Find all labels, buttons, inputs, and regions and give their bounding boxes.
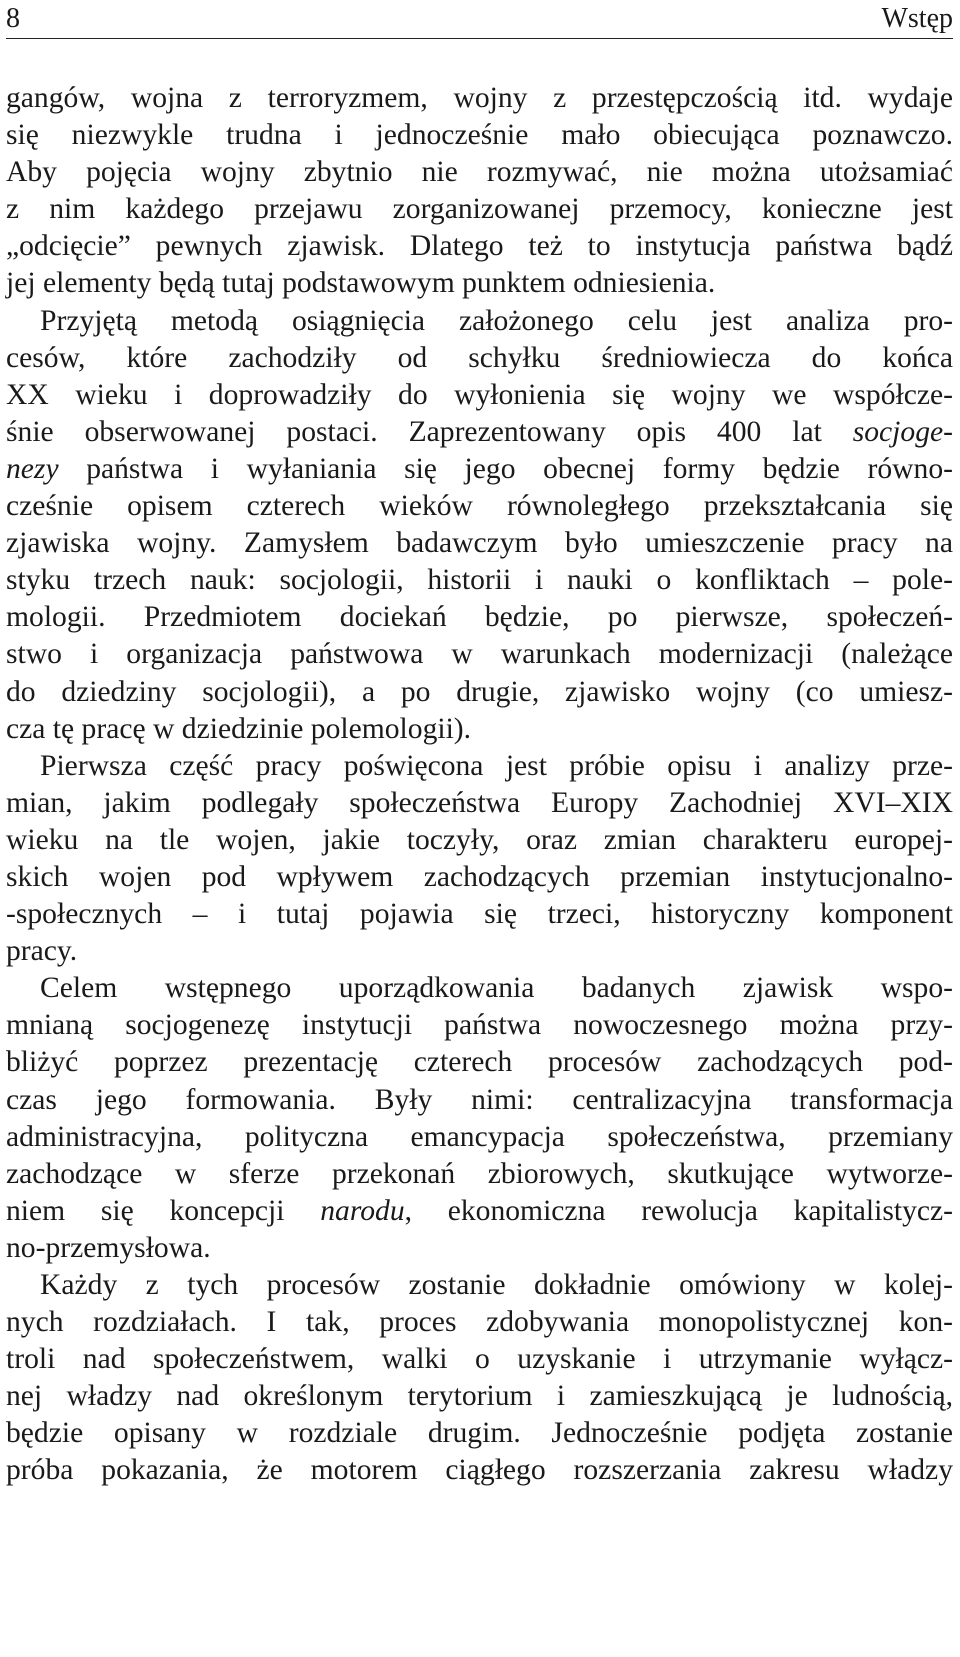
text-segment: śnie obserwowanej postaci. Zaprezentowany opis 400 lat [6,415,853,448]
italic-text: socjoge- [852,415,953,448]
text-segment: będzie opisany w rozdziale drugim. Jednocześnie podjęta zostanie [6,1417,953,1450]
text-segment: Każdy z tych procesów zostanie dokładnie omówiony w kolej- [40,1269,953,1301]
text-line [6,414,953,451]
text-segment: nej władzy nad określonym terytorium i zamieszkującą je ludnością, [6,1380,953,1413]
text-segment: cesów, które zachodziły od schyłku średniowiecza do końca [6,341,953,374]
text-line [6,1156,953,1193]
text-line [6,562,953,599]
text-segment: stwo i organizacja państwowa w warunkach modernizacji (należące [6,638,953,671]
text-segment: skich wojen pod wpływem zachodzących przemian instytucjonalno- [6,860,953,893]
italic-text: nezy [6,452,59,485]
text-segment: Przyjętą metodą osiągnięcia założonego celu jest analiza pro- [40,304,953,337]
text-segment: styku trzech nauk: socjologii, historii i nauki o konfliktach – pole- [6,564,953,597]
text-segment: gangów, wojna z terroryzmem, wojny z przestępczością itd. wydaje [6,82,953,114]
text-line [6,303,953,340]
text-line [6,822,953,859]
text-segment: bliżyć poprzez prezentację czterech procesów zachodzących pod- [6,1046,953,1079]
text-line [6,970,953,1007]
text-line [6,488,953,525]
text-segment: jej elementy będą tutaj podstawowym punktem odniesienia. [6,267,716,300]
text-segment: zjawiska wojny. Zamysłem badawczym było umieszczenie pracy na [6,527,953,560]
text-segment: cza tę pracę w dziedzinie polemologii). [6,712,472,745]
text-segment: niem się koncepcji [6,1194,321,1227]
text-line [6,1304,953,1341]
body-text [6,80,953,1490]
text-line [6,1452,953,1489]
text-line [6,1044,953,1081]
text-line [6,1378,953,1415]
text-line [6,896,953,933]
page-number: 8 [6,3,20,34]
text-segment: do dziedziny socjologii), a po drugie, zjawisko wojny (co umiesz- [6,675,953,708]
text-line [6,228,953,265]
text-segment: , ekonomiczna rewolucja kapitalistycz- [404,1194,953,1227]
text-line [6,599,953,636]
text-segment: Aby pojęcia wojny zbytnio nie rozmywać, nie można utożsamiać [6,156,953,189]
text-segment: z nim każdego przejawu zorganizowanej przemocy, konieczne jest [6,193,953,226]
text-line [6,785,953,822]
text-segment: XX wieku i doprowadziły do wyłonienia się wojny we współcze- [6,378,953,411]
text-line [6,859,953,896]
text-line [6,933,953,970]
text-line [6,674,953,711]
text-segment: nych rozdziałach. I tak, proces zdobywania monopolistycznej kon- [6,1306,953,1339]
text-line [6,1415,953,1452]
text-line [6,1230,953,1267]
text-line [6,636,953,673]
text-line [6,711,953,748]
page-header [6,0,953,39]
text-segment: -społecznych – i tutaj pojawia się trzeci, historyczny komponent [6,898,953,931]
text-segment: mnianą socjogenezę instytucji państwa nowoczesnego można przy- [6,1009,953,1042]
text-line [6,1267,953,1304]
text-line [6,340,953,377]
text-segment: czas jego formowania. Były nimi: centralizacyjna transformacja [6,1083,953,1116]
text-segment: mologii. Przedmiotem dociekań będzie, po pierwsze, społeczeń- [6,601,953,634]
text-line [6,748,953,785]
text-segment: troli nad społeczeństwem, walki o uzyskanie i utrzymanie wyłącz- [6,1343,953,1376]
text-line [6,525,953,562]
running-head: Wstęp [881,3,953,34]
text-line [6,1007,953,1044]
text-line [6,377,953,414]
text-segment: się niezwykle trudna i jednocześnie mało obiecująca poznawczo. [6,119,953,152]
text-segment: „odcięcie” pewnych zjawisk. Dlatego też to instytucja państwa bądź [6,230,953,263]
text-line [6,1193,953,1230]
text-line [6,191,953,228]
text-line [6,1341,953,1378]
text-segment: administracyjna, polityczna emancypacja społeczeństwa, przemiany [6,1120,953,1153]
text-line [6,1082,953,1119]
text-segment: mian, jakim podlegały społeczeństwa Europy Zachodniej XVI–XIX [6,786,953,819]
text-line [6,117,953,154]
text-segment: cześnie opisem czterech wieków równoległego przekształcania się [6,490,953,523]
italic-text: narodu [320,1194,405,1227]
text-segment: Celem wstępnego uporządkowania badanych zjawisk wspo- [40,972,953,1005]
text-line [6,80,953,117]
text-segment: wieku na tle wojen, jakie toczyły, oraz zmian charakteru europej- [6,823,953,856]
text-line [6,451,953,488]
text-segment: państwa i wyłaniania się jego obecnej formy będzie równo- [58,452,953,485]
text-segment: no-przemysłowa. [6,1231,211,1264]
text-line [6,1119,953,1156]
text-segment: Pierwsza część pracy poświęcona jest próbie opisu i analizy prze- [40,749,953,782]
text-line [6,154,953,191]
text-segment: zachodzące w sferze przekonań zbiorowych, skutkujące wytworze- [6,1157,953,1190]
text-segment: pracy. [6,935,78,968]
text-segment: próba pokazania, że motorem ciągłego rozszerzania zakresu władzy [6,1454,953,1487]
text-line [6,265,953,302]
